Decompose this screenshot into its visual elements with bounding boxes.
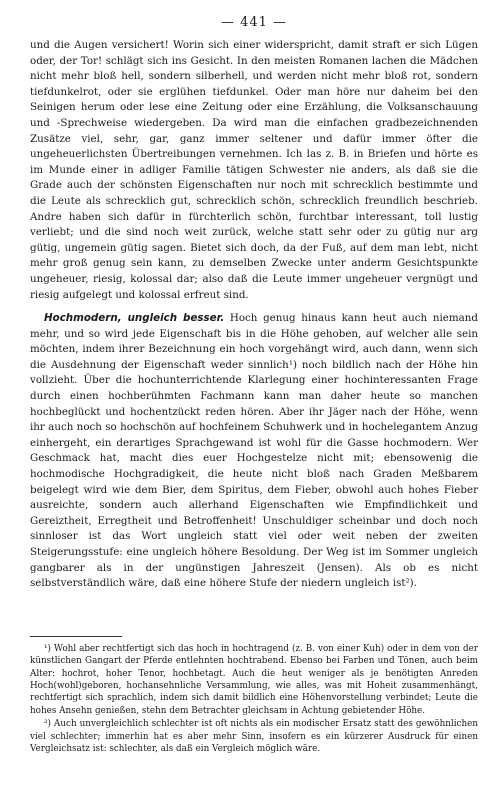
footnote-2: ²) Auch unvergleichlich schlechter ist oft nichts als ein modischer Ersatz statt des gewöhnlichen viel schlechter; immerhin hat es aber mehr Sinn, insofern es ein kürzerer Ausdruck für einen Vergleichsatz ist: schlechter, als daß ein Vergleich möglich wäre.: [30, 719, 478, 755]
footnote-1: ¹) Wohl aber rechtfertigt sich das hoch in hochtragend (z. B. von einer Kuh) oder in dem von der künstlichen Gangart der Pferde entlehnten hochtrabend. Ebenso bei Farben und Tönen, auch beim Alter: hochrot, hoher Tenor, hochbetagt. Auch die heut weniger als je benötigten Anreden Hoch(wohl)geboren, hochansehnliche Versammlung, wie alles, was mit Hoheit zusammenhängt, rechtfertigt sich sprachlich, indem sich damit bildlich eine Höhenvorstellung verbindet; Leute die hohes Ansehn genießen, stehn dem Betrachter gleichsam in Achtung gebietender Höhe.: [30, 643, 478, 716]
paragraph-hochmodern: [30, 311, 478, 592]
paragraph-continuation: [30, 38, 478, 303]
paragraph-text: und die Augen versichert! Worin sich einer widerspricht, damit straft er sich Lügen oder, der Tor! schlägt sich ins Gesicht. In den meisten Romanen lachen die Mädchen nicht mehr bloß hell, sondern silberhell, und werden nicht mehr bloß rot, sondern tiefdunkelrot, oder sie erglühen tiefdunkel. Oder man höre nur daheim bei den Seinigen herum oder lese eine Zeitung oder eine Erzählung, die Volksanschauung und -Sprechweise wiedergeben. Da wird man die einfachen gradbezeichnenden Zusätze viel, sehr, gar, ganz immer seltener und dafür immer öfter die ungeheuerlichsten Übertreibungen vernehmen. Ich las z. B. in Briefen und hörte es im Munde einer in adliger Familie tätigen Schwester nie anders, als daß sie die Grade auch der schönsten Eigenschaften nur noch mit schrecklich bestimmte und die Leute als schrecklich gut, schrecklich schön, schrecklich freundlich beschrieb. Andre haben sich dafür in fürchterlich schön, furchtbar interessant, toll lustig verliebt; und die sind noch weit zurück, welche statt sehr oder zu gütig nur arg gütig, ungemein gütig sagen. Bietet sich doch, da der Fuß, auf dem man lebt, nicht mehr groß genug sein kann, zu demselben Zwecke unter anderm Gesichtspunkte ungeheuer, riesig, kolossal dar; also daß die Leute immer ungeheuer vergnügt und riesig aufgelegt und kolossal erfreut sind.: [30, 39, 478, 301]
section-lead-heading: Hochmodern, ungleich besser.: [44, 312, 225, 325]
page-number: — 441 —: [220, 15, 288, 30]
footnote-divider: [30, 636, 122, 637]
paragraph-text: Hoch genug hinaus kann heut auch niemand mehr, und so wird jede Eigenschaft bis in die Höhe gehoben, auf welcher alle sein möchten, indem ihrer Bezeichnung ein hoch vorgehängt wird, auch dann, wenn sich die Ausdehnung der Eigenschaft weder sinnlich¹) noch bildlich nach der Höhe hin vollzieht. Über die hochunterrichtende Klarlegung einer hochinteressanten Frage durch einen hochberühmten Fachmann kann man daher heute so manchen hochbeglückt und hochentzückt reden hören. Aber ihr Jäger nach der Höhe, wenn ihr auch noch so hochschön auf hochfeinem Schuhwerk und in hochelegantem Anzug einhergeht, ein derartiges Sprachgewand ist wohl für die Gasse hochmodern. Wer Geschmack hat, macht dies euer Hochgestelze nicht mit; ebensowenig die hochmodische Hochgradigkeit, die heute nicht bloß nach Graden Meßbarem beigelegt wird wie dem Bier, dem Spiritus, dem Fieber, obwohl auch hohes Fieber ausreichte, sondern auch allerhand Eigenschaften wie Empfindlichkeit und Gereiztheit, Erregtheit und Betroffenheit! Unschuldiger scheinbar und doch noch sinnloser ist das Wort ungleich statt viel oder weit neben der zweiten Steigerungsstufe: eine ungleich höhere Besoldung. Der Weg ist im Sommer ungleich gangbarer als in der ungünstigen Jahreszeit (Jensen). Als ob es nicht selbstverständlich wäre, daß eine höhere Stufe der niedern ungleich ist²).: [30, 312, 478, 590]
